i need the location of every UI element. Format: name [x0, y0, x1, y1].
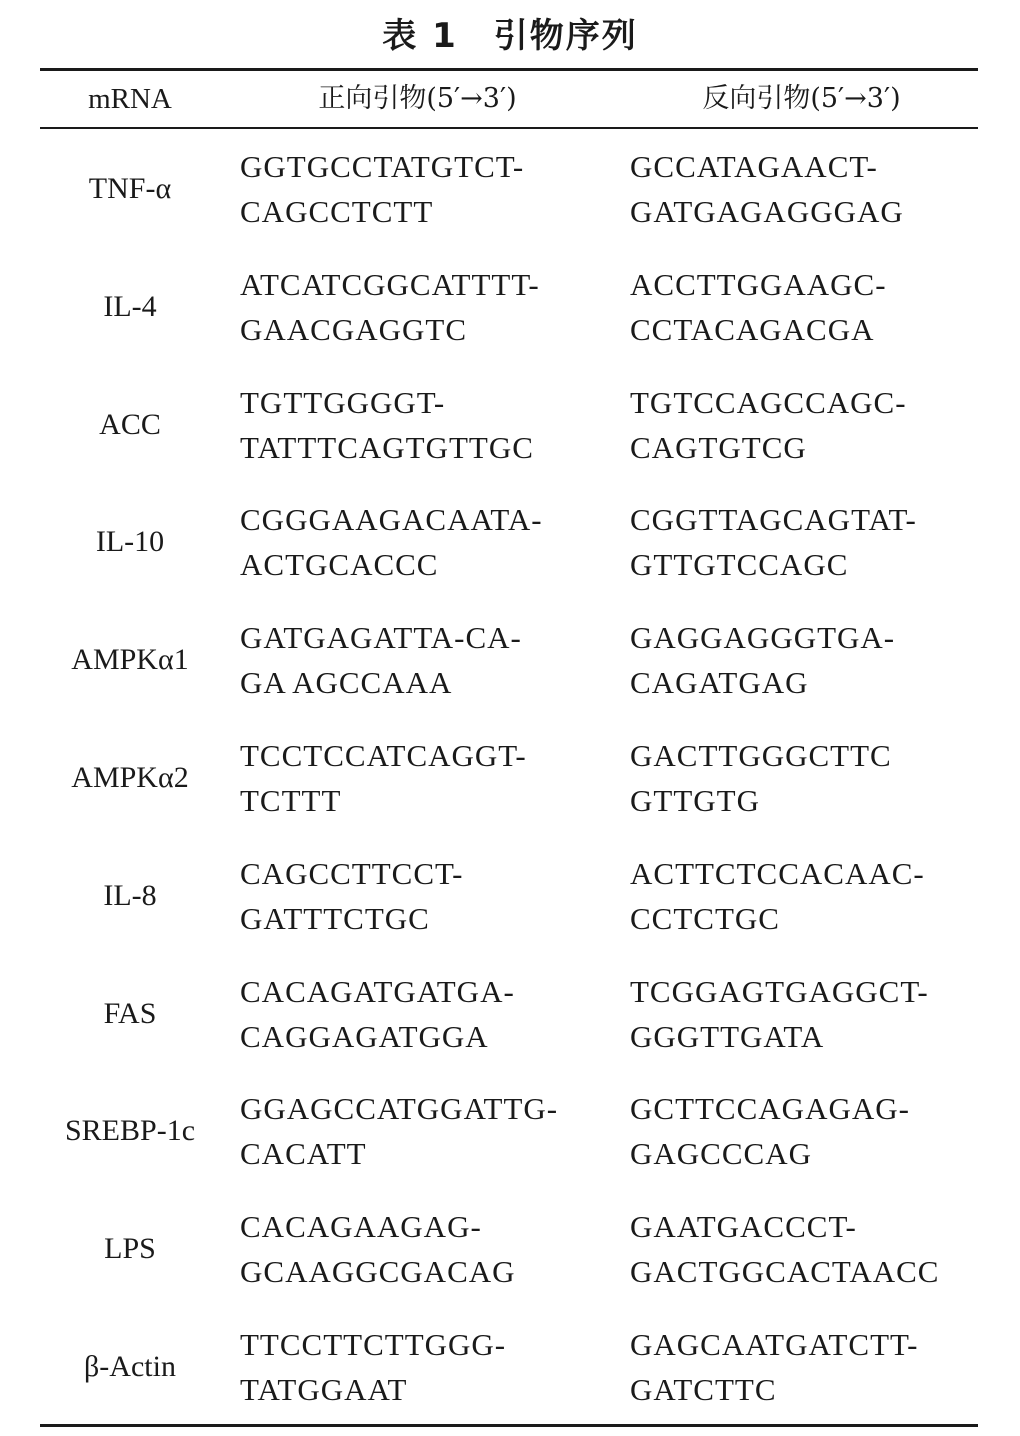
- table-row: [40, 366, 978, 484]
- sequence-line: CGGGAAGACAATA-: [240, 502, 543, 538]
- header-mrna: mRNA: [88, 83, 172, 115]
- sequence-line: GCCATAGAACT-: [630, 149, 878, 184]
- header-rule: [40, 127, 978, 129]
- header-reverse-primer: 反向引物(5′→3′): [702, 83, 901, 114]
- sequence-line: GTTGTCCAGC: [630, 547, 849, 583]
- sequence-line: GTTGTG: [630, 782, 760, 818]
- sequence-line: GAGCAATGATCTT-: [630, 1326, 919, 1362]
- sequence-line: GGTGCCTATGTCT-: [240, 149, 525, 184]
- gene-name: ACC: [99, 407, 161, 441]
- sequence-line: CCTACAGACGA: [630, 311, 875, 347]
- sequence-line: TCCTCCATCAGGT-: [240, 737, 527, 773]
- reverse-sequence: [630, 969, 929, 1059]
- gene-name: IL-10: [95, 525, 165, 559]
- gene-name: TNF-α: [88, 172, 172, 205]
- forward-sequence: [240, 1204, 516, 1294]
- reverse-sequence: [630, 144, 904, 234]
- reverse-sequence: [630, 851, 925, 941]
- forward-sequence: [240, 1086, 558, 1176]
- reverse-sequence: [630, 262, 887, 352]
- header-forward-primer: 正向引物(5′→3′): [318, 83, 517, 114]
- gene-name: IL-8: [103, 878, 157, 912]
- table-row: [40, 1308, 978, 1426]
- reverse-sequence: [630, 615, 895, 705]
- bottom-rule: [40, 1424, 978, 1427]
- sequence-line: ACTTCTCCACAAC-: [630, 855, 925, 891]
- sequence-line: CGGTTAGCAGTAT-: [630, 502, 917, 538]
- table-row: [40, 248, 978, 366]
- gene-name: LPS: [104, 1232, 156, 1266]
- table-row: [40, 130, 978, 248]
- sequence-line: GACTGGCACTAACC: [630, 1254, 940, 1290]
- table-title: 表 1 引物序列: [382, 16, 638, 56]
- gene-name: AMPKα2: [71, 760, 189, 794]
- forward-sequence: [240, 969, 515, 1059]
- sequence-line: TGTCCAGCCAGC-: [630, 384, 907, 420]
- table-row: [40, 1190, 978, 1308]
- gene-name: β-Actin: [84, 1349, 176, 1383]
- sequence-line: GA AGCCAAA: [240, 665, 453, 701]
- sequence-line: GAGGAGGGTGA-: [630, 620, 896, 656]
- table-body: [40, 130, 978, 1422]
- sequence-line: CCTCTGC: [630, 900, 780, 936]
- reverse-sequence: [630, 497, 917, 587]
- sequence-line: GAGCCCAG: [630, 1136, 812, 1172]
- forward-sequence: [240, 262, 540, 352]
- gene-name: IL-4: [103, 289, 157, 323]
- forward-sequence: [240, 497, 543, 587]
- forward-sequence: [240, 1322, 506, 1412]
- reverse-sequence: [630, 1086, 910, 1176]
- table-row: [40, 955, 978, 1073]
- sequence-line: GCTTCCAGAGAG-: [630, 1091, 910, 1127]
- sequence-line: TGTTGGGGT-: [240, 384, 446, 420]
- table-row: [40, 483, 978, 601]
- forward-sequence: [240, 380, 534, 470]
- gene-name: AMPKα1: [71, 643, 189, 677]
- reverse-sequence: [630, 380, 907, 470]
- sequence-line: GATGAGAGGGAG: [630, 194, 904, 229]
- sequence-line: CAGTGTCG: [630, 429, 807, 465]
- sequence-line: GGGTTGATA: [630, 1018, 825, 1054]
- table-row: [40, 601, 978, 719]
- sequence-line: CACAGAAGAG-: [240, 1209, 482, 1245]
- forward-sequence: [240, 144, 524, 234]
- sequence-line: TATGGAAT: [240, 1371, 408, 1407]
- sequence-line: TCGGAGTGAGGCT-: [630, 973, 929, 1009]
- table-row: [40, 719, 978, 837]
- table-header-row: [40, 71, 978, 127]
- sequence-line: TTCCTTCTTGGG-: [240, 1326, 507, 1362]
- sequence-line: TATTTCAGTGTTGC: [240, 429, 534, 465]
- sequence-line: GATCTTC: [630, 1371, 777, 1407]
- gene-name: SREBP-1c: [64, 1114, 196, 1148]
- reverse-sequence: [630, 733, 892, 823]
- table-row: [40, 837, 978, 955]
- forward-sequence: [240, 733, 527, 823]
- sequence-line: CACAGATGATGA-: [240, 973, 515, 1009]
- sequence-line: CACATT: [240, 1136, 367, 1172]
- forward-sequence: [240, 615, 522, 705]
- sequence-line: CAGCCTTCCT-: [240, 855, 464, 891]
- table-row: [40, 1072, 978, 1190]
- sequence-line: CAGCCTCTT: [240, 194, 434, 229]
- reverse-sequence: [630, 1204, 939, 1294]
- sequence-line: ACTGCACCC: [240, 547, 439, 583]
- forward-sequence: [240, 851, 463, 941]
- sequence-line: TCTTT: [240, 782, 342, 818]
- sequence-line: GATTTCTGC: [240, 900, 430, 936]
- sequence-line: GACTTGGGCTTC: [630, 737, 892, 773]
- sequence-line: GATGAGATTA-CA-: [240, 620, 522, 656]
- sequence-line: GCAAGGCGACAG: [240, 1254, 516, 1290]
- sequence-line: CAGGAGATGGA: [240, 1018, 489, 1054]
- sequence-line: ACCTTGGAAGC-: [630, 266, 887, 302]
- sequence-line: CAGATGAG: [630, 665, 809, 701]
- sequence-line: GAACGAGGTC: [240, 311, 467, 347]
- reverse-sequence: [630, 1322, 918, 1412]
- sequence-line: GAATGACCCT-: [630, 1209, 857, 1245]
- gene-name: FAS: [103, 996, 157, 1030]
- sequence-line: ATCATCGGCATTTT-: [240, 266, 540, 302]
- sequence-line: GGAGCCATGGATTG-: [240, 1091, 559, 1127]
